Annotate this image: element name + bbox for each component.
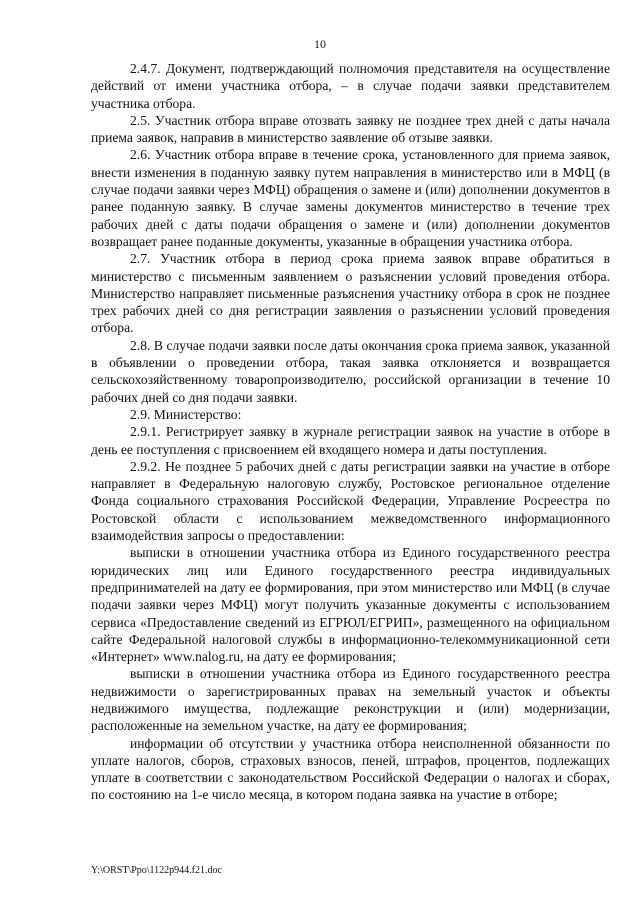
paragraph-egrn-extract: выписки в отношении участника отбора из Единого государственного реестра недвижимости о зарегистрированных правах на земельный участок и объекты недвижимого имущества, подлежащие реконструкции и (или) модернизации, расположенные на земельном участке, на дату ее формирования; [91, 666, 610, 734]
paragraph-2-9: 2.9. Министерство: [130, 406, 242, 422]
paragraph-2-7: 2.7. Участник отбора в период срока приема заявок вправе обратиться в министерство с письменным заявлением о разъяснении условий проведения отбора. Министерство направляет письменные разъяснения участнику отбора в срок не позднее трех рабочих дней со дня регистрации заявления о разъяснении условий проведения отбора. [91, 251, 610, 336]
document-body [91, 60, 610, 804]
paragraph-tax-info: информации об отсутствии у участника отбора неисполненной обязанности по уплате налогов, сборов, страховых взносов, пеней, штрафов, процентов, подлежащих уплате в соответствии с законодательством Российской Федерации о налогах и сборах, по состоянию на 1-е число месяца, в котором подана заявка на участие в отборе; [91, 735, 610, 803]
paragraph-2-4-7: 2.4.7. Документ, подтверждающий полномочия представителя на осуществление действий от имени участника отбора, – в случае подачи заявки представителем участника отбора. [91, 61, 610, 111]
paragraph-egrul-extract: выписки в отношении участника отбора из Единого государственного реестра юридических лиц или Единого государственного реестра индивидуальных предпринимателей на дату ее формирования, при этом министерство или МФЦ (в случае подачи заявки через МФЦ) могут получить указанные документы с использованием сервиса «Предоставление сведений из ЕГРЮЛ/ЕГРИП», размещенного на официальном сайте Федеральной налоговой службы в информационно-телекоммуникационной сети «Интернет» www.nalog.ru, на дату ее формирования; [91, 545, 610, 665]
paragraph-2-9-1: 2.9.1. Регистрирует заявку в журнале регистрации заявок на участие в отборе в день ее поступления с присвоением ей входящего номера и даты поступления. [91, 424, 610, 457]
paragraph-2-6: 2.6. Участник отбора вправе в течение срока, установленного для приема заявок, внести изменения в поданную заявку путем направления в министерство или в МФЦ (в случае подачи заявки через МФЦ) обращения о замене и (или) дополнении документов в ранее поданную заявку. В случае замены документов министерство в течение трех рабочих дней с даты подачи обращения о замене и (или) дополнении документов возвращает ранее поданные документы, указанные в обращении участника отбора. [91, 147, 610, 249]
page-number: 10 [314, 37, 326, 51]
paragraph-2-9-2: 2.9.2. Не позднее 5 рабочих дней с даты регистрации заявки на участие в отборе направляет в Федеральную налоговую службу, Ростовское региональное отделение Фонда социального страхования Российской Федерации, Управление Росреестра по Ростовской области с использованием межведомственного информационного взаимодействия запросы о предоставлении: [91, 458, 610, 544]
paragraph-2-8: 2.8. В случае подачи заявки после даты окончания срока приема заявок, указанной в объявлении о проведении отбора, такая заявка отклоняется и возвращается сельскохозяйственному товаропроизводителю, российской организации в течение 10 рабочих дней со дня подачи заявки. [91, 337, 610, 405]
footer-file-path: Y:\ORST\Ppo\1122p944.f21.doc [91, 865, 222, 876]
paragraph-2-5: 2.5. Участник отбора вправе отозвать заявку не позднее трех дней с даты начала приема заявок, направив в министерство заявление об отзыве заявки. [91, 112, 610, 146]
